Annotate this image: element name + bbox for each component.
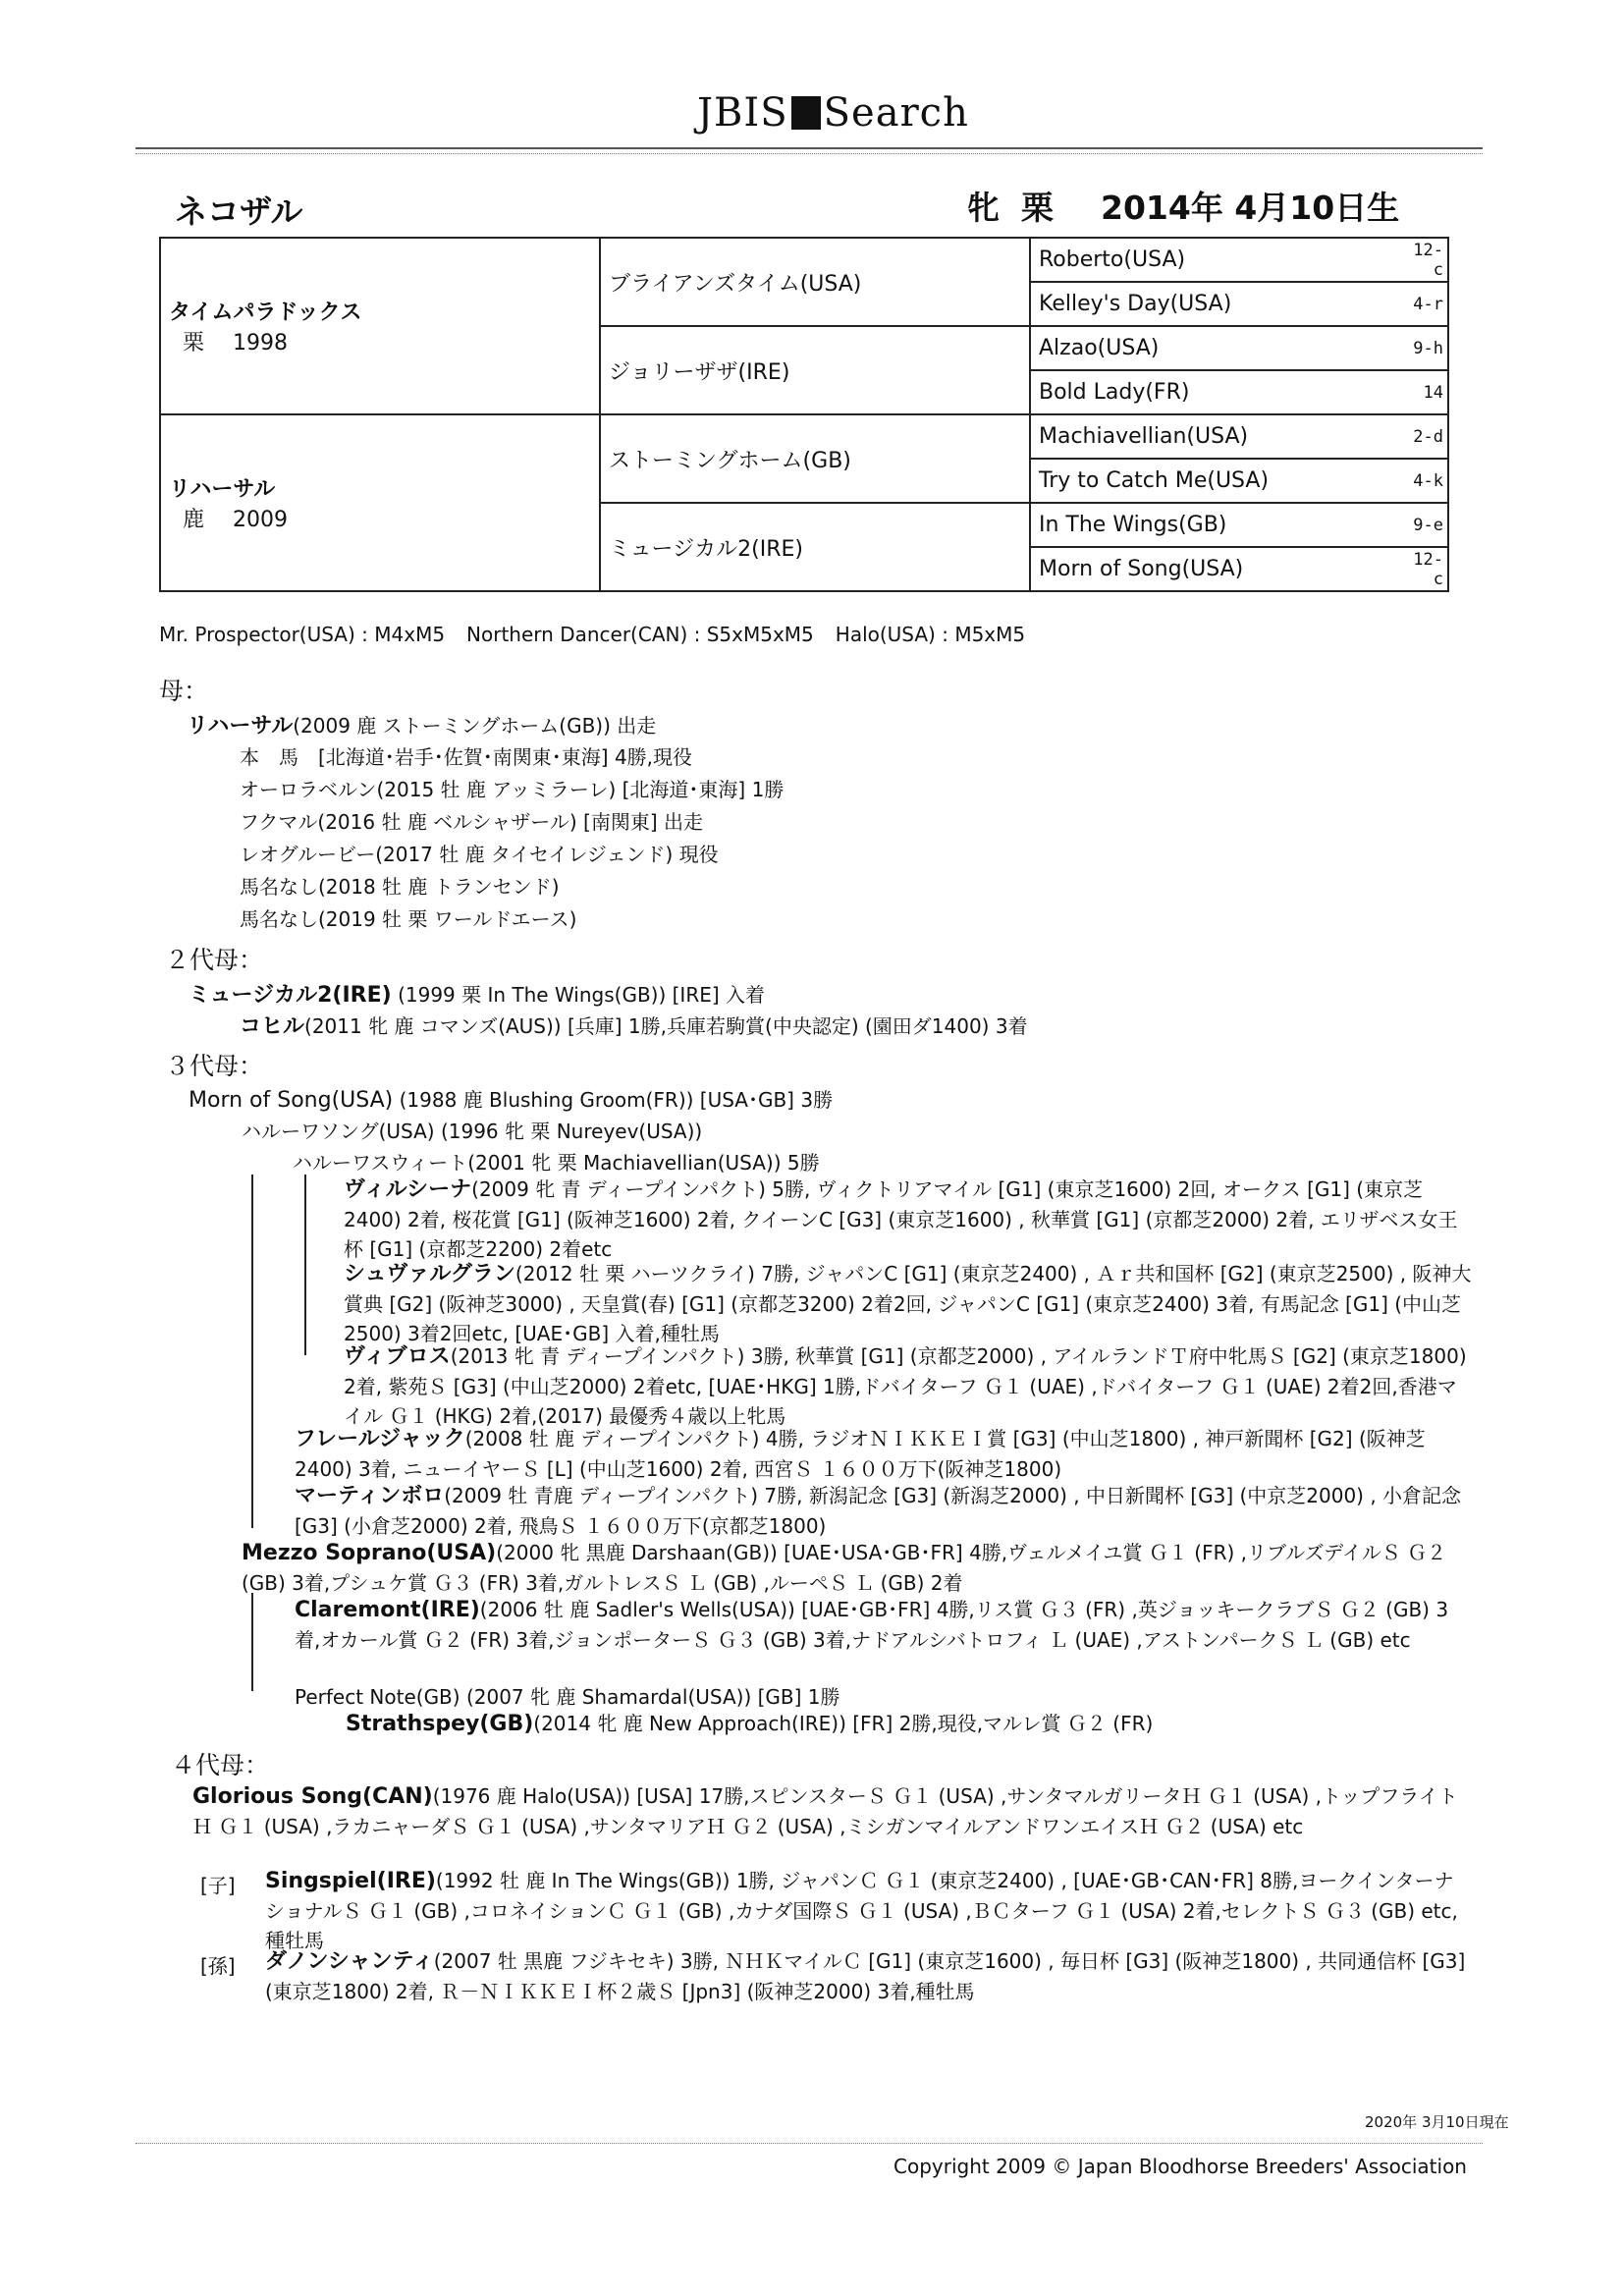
g4-progeny: Singspiel(IRE)(1992 牡 鹿 In The Wings(GB)) 1勝, ジャパンＣ Ｇ１ (東京芝2400) , [UAE･GB･CAN･FR] 8勝,ヨークインターナショナルＳ Ｇ１ (GB) ,コロネイションＣ Ｇ１ (GB) ,カナダ国際Ｓ Ｇ１ (USA) ,ＢＣターフ Ｇ１ (USA) 2着,セレクトＳ Ｇ３ (GB) etc,種牡馬 — [265, 1869, 1458, 1952]
progeny-entry: ヴィルシーナ(2009 牝 青 ディープインパクト) 5勝, ヴィクトリアマイル [G1] (東京芝1600) 2回, オークス [G1] (東京芝2400) 2着, 桜花賞 [G1] (阪神芝1600) 2着, クイーンC [G3] (東京芝1600) , 秋華賞 [G1] (京都芝2000) 2着, エリザベス女王杯 [G1] (京都芝2200) 2着etc — [344, 1177, 1458, 1261]
progeny-entry: シュヴァルグラン(2012 牡 栗 ハーツクライ) 7勝, ジャパンC [G1] (東京芝2400) , Ａｒ共和国杯 [G2] (東京芝2500) , 阪神大賞典 [G2] (阪神芝3000) , 天皇賞(春) [G1] (京都芝3200) 2着2回, ジャパンC [G1] (東京芝2400) 3着, 有馬記念 [G1] (中山芝2500) 3着2回etc, [UAE･GB] 入着,種牡馬 — [344, 1262, 1472, 1345]
gen3-cell: Kelley's Day(USA) — [1030, 282, 1410, 326]
gen2-cell: ミュージカル2(IRE) — [600, 503, 1030, 591]
progeny-entry: ヴィブロス(2013 牝 青 ディープインパクト) 3勝, 秋華賞 [G1] (京都芝2000) , アイルランドＴ府中牝馬Ｓ [G2] (東京芝1800) 2着, 紫苑Ｓ [G3] (中山芝2000) 2着etc, [UAE･HKG] 1勝,ドバイターフ Ｇ１ (UAE) ,ドバイターフ Ｇ１ (UAE) 2着2回,香港マイル Ｇ１ (HKG) 2着,(2017) 最優秀４歳以上牝馬 — [344, 1344, 1467, 1428]
g3-granddaughter: ハルーワスウィート(2001 牝 栗 Machiavellian(USA)) 5勝 — [293, 1151, 820, 1175]
horse-sex-color-dob: 牝 栗 2014年 4月10日生 — [967, 189, 1400, 227]
family-number: 4-k — [1410, 459, 1448, 503]
inbreeding-line: Mr. Prospector(USA) : M4xM5 Northern Dancer(CAN) : S5xM5xM5 Halo(USA) : M5xM5 — [159, 623, 1026, 646]
g3-line: Morn of Song(USA) (1988 鹿 Blushing Groom(FR)) [USA･GB] 3勝 — [189, 1088, 834, 1113]
family-number: 2-d — [1410, 414, 1448, 459]
produce-item: 馬名なし(2018 牡 鹿 トランセンド) — [240, 875, 560, 899]
family-number: 12-c — [1410, 238, 1448, 282]
family-number: 9-e — [1410, 503, 1448, 547]
produce-item: フクマル(2016 牡 鹿 ベルシャザール) [南関東] 出走 — [240, 810, 703, 834]
produce-item: 本 馬 [北海道･岩手･佐賀･南関東･東海] 4勝,現役 — [240, 745, 693, 769]
gen2-cell: ジョリーザザ(IRE) — [600, 326, 1030, 414]
gen3-cell: Morn of Song(USA) — [1030, 547, 1410, 591]
g4-line: Glorious Song(CAN)(1976 鹿 Halo(USA)) [USA] 17勝,スピンスターＳ Ｇ１ (USA) ,サンタマルガリータＨ Ｇ１ (USA) ,トップフライトＨ Ｇ１ (USA) ,ラカニャーダＳ Ｇ１ (USA) ,サンタマリアＨ Ｇ２ (USA) ,ミシガンマイルアンドワンエイスＨ Ｇ２ (USA) etc — [192, 1784, 1458, 1838]
produce-item: レオグルービー(2017 牡 鹿 タイセイレジェンド) 現役 — [240, 843, 719, 866]
progeny-entry: Perfect Note(GB) (2007 牝 鹿 Shamardal(USA)) [GB] 1勝 — [295, 1685, 840, 1709]
gen3-cell: In The Wings(GB) — [1030, 503, 1410, 547]
family-number: 12-c — [1410, 547, 1448, 591]
g3-daughter: ハルーワソング(USA) (1996 牝 栗 Nureyev(USA)) — [242, 1120, 703, 1143]
section-dam: 母： — [159, 677, 209, 705]
header-rule — [135, 147, 1483, 149]
dam-cell: リハーサル 鹿 2009 — [160, 414, 600, 591]
sire-cell: タイムパラドックス 栗 1998 — [160, 238, 600, 414]
family-number: 14 — [1410, 370, 1448, 414]
progeny-entry: Claremont(IRE)(2006 牡 鹿 Sadler's Wells(USA)) [UAE･GB･FR] 4勝,リス賞 Ｇ３ (FR) ,英ジョッキークラブＳ Ｇ２ (GB) 3着,オカール賞 Ｇ２ (FR) 3着,ジョンポーターＳ Ｇ３ (GB) 3着,ナドアルシバトロフィ Ｌ (UAE) ,アストンパークＳ Ｌ (GB) etc — [295, 1598, 1449, 1652]
header-rule-dotted — [135, 153, 1483, 154]
tree-bar-outer — [251, 1175, 253, 1528]
produce-item: オーロラベルン(2015 牡 鹿 アッミラーレ) [北海道･東海] 1勝 — [240, 778, 785, 801]
g4-progeny: ダノンシャンティ(2007 牡 黒鹿 フジキセキ) 3勝, ＮＨＫマイルＣ [G1] (東京芝1600) , 毎日杯 [G3] (阪神芝1800) , 共同通信杯 [G3] (東京芝1800) 2着, Ｒ－ＮＩＫＫＥＩ杯２歳Ｓ [Jpn3] (阪神芝2000) 3着,種牡馬 — [265, 1949, 1466, 2003]
progeny-entry: マーティンボロ(2009 牡 青鹿 ディープインパクト) 7勝, 新潟記念 [G3] (新潟芝2000) , 中日新聞杯 [G3] (中京芝2000) , 小倉記念 [G3] (小倉芝2000) 2着, 飛鳥Ｓ １６００万下(京都芝1800) — [295, 1484, 1462, 1538]
section-g4: ４代母： — [171, 1751, 270, 1779]
progeny-entry: Mezzo Soprano(USA)(2000 牝 黒鹿 Darshaan(GB)) [UAE･USA･GB･FR] 4勝,ヴェルメイユ賞 Ｇ１ (FR) ,リブルズデイルＳ Ｇ２ (GB) 3着,プシュケ賞 Ｇ３ (FR) 3着,ガルトレスＳ Ｌ (GB) ,ルーペＳ Ｌ (GB) 2着 — [242, 1541, 1447, 1595]
footer-rule — [135, 2143, 1483, 2144]
as-of-date: 2020年 3月10日現在 — [1365, 2113, 1509, 2131]
gen3-cell: Bold Lady(FR) — [1030, 370, 1410, 414]
tag-child: [子] — [200, 1874, 236, 1897]
pedigree-table — [159, 237, 1449, 592]
gen3-cell: Machiavellian(USA) — [1030, 414, 1410, 459]
produce-item: 馬名なし(2019 牡 栗 ワールドエース) — [240, 907, 577, 931]
gen2-cell: ストーミングホーム(GB) — [600, 414, 1030, 503]
tree-bar — [304, 1175, 306, 1355]
tag-grandchild: [孫] — [200, 1954, 236, 1978]
copyright: Copyright 2009 © Japan Bloodhorse Breeders' Association — [893, 2155, 1467, 2178]
gen3-cell: Roberto(USA) — [1030, 238, 1410, 282]
logo-horse-icon — [791, 96, 821, 130]
family-number: 9-h — [1410, 326, 1448, 370]
g2-child: コヒル(2011 牝 鹿 コマンズ(AUS)) [兵庫] 1勝,兵庫若駒賞(中央認定) (園田ダ1400) 3着 — [240, 1014, 1028, 1039]
gen3-cell: Alzao(USA) — [1030, 326, 1410, 370]
g2-line: ミュージカル2(IRE) (1999 栗 In The Wings(GB)) [IRE] 入着 — [189, 983, 766, 1008]
tree-bar-mezzo — [251, 1593, 253, 1691]
horse-name: ネコザル — [175, 192, 303, 231]
progeny-entry: フレールジャック(2008 牡 鹿 ディープインパクト) 4勝, ラジオＮＩＫＫＥＩ賞 [G3] (中山芝1800) , 神戸新聞杯 [G2] (阪神芝2400) 3着, ニューイヤーＳ [L] (中山芝1600) 2着, 西宮Ｓ １６００万下(阪神芝1800) — [295, 1427, 1426, 1481]
progeny-entry: Strathspey(GB)(2014 牝 鹿 New Approach(IRE)) [FR] 2勝,現役,マルレ賞 Ｇ２ (FR) — [346, 1712, 1154, 1736]
section-g3: ３代母： — [165, 1052, 264, 1080]
section-g2: ２代母： — [165, 946, 264, 974]
jbis-logo: JBIS Search — [697, 90, 969, 136]
gen2-cell: ブライアンズタイム(USA) — [600, 238, 1030, 326]
dam-line: リハーサル(2009 鹿 ストーミングホーム(GB)) 出走 — [187, 714, 657, 738]
gen3-cell: Try to Catch Me(USA) — [1030, 459, 1410, 503]
family-number: 4-r — [1410, 282, 1448, 326]
